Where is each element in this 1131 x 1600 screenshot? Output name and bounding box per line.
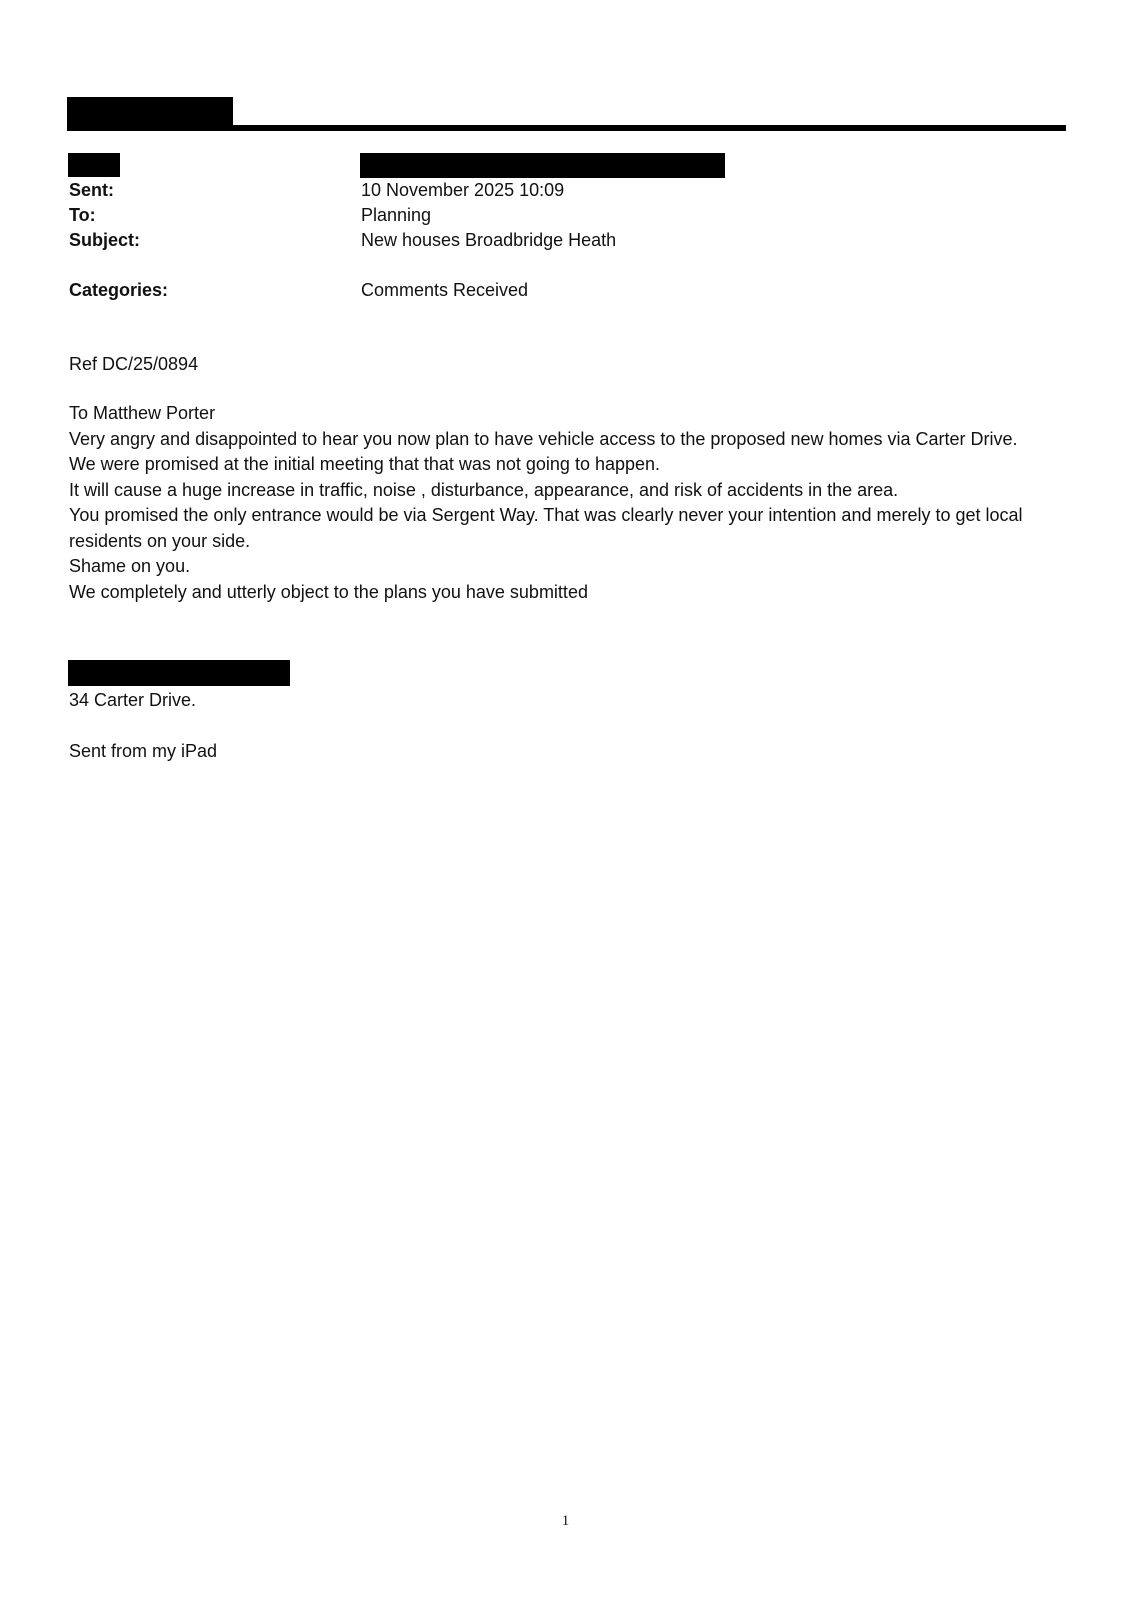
body-line: We were promised at the initial meeting that that was not going to happen. (69, 454, 661, 474)
to-label: To: (69, 205, 96, 225)
body-line: We completely and utterly object to the plans you have submitted (69, 581, 588, 602)
header-rule (67, 125, 1066, 131)
categories-label: Categories: (69, 280, 169, 300)
body-line: Very angry and disappointed to hear you now plan to have vehicle access to the proposed new homes via Carter Drive. (69, 428, 1018, 449)
categories-value: Comments Received (361, 280, 529, 300)
redacted-from-value (360, 153, 725, 178)
redacted-signer-name (68, 660, 290, 686)
subject-label: Subject: (69, 230, 141, 250)
redacted-from-label (68, 153, 120, 177)
email-body (69, 401, 1059, 605)
body-line: It will cause a huge increase in traffic, noise , disturbance, appearance, and risk of accidents in the area. (69, 479, 899, 500)
body-line: To Matthew Porter (69, 403, 216, 423)
body-line: You promised the only entrance would be via Sergent Way. That was clearly never your intention and merely to get local residents on your side. (69, 505, 1023, 551)
sent-label: Sent: (69, 180, 114, 200)
sender-address: 34 Carter Drive. (69, 690, 197, 710)
page-number: 1 (561, 1513, 570, 1529)
email-signature: Sent from my iPad (69, 741, 218, 761)
to-value: Planning (361, 205, 432, 225)
sent-value: 10 November 2025 10:09 (361, 180, 565, 200)
reference-line: Ref DC/25/0894 (69, 354, 199, 374)
subject-value: New houses Broadbridge Heath (361, 230, 617, 250)
redacted-sender-name (67, 97, 233, 128)
body-line: Shame on you. (69, 556, 191, 576)
